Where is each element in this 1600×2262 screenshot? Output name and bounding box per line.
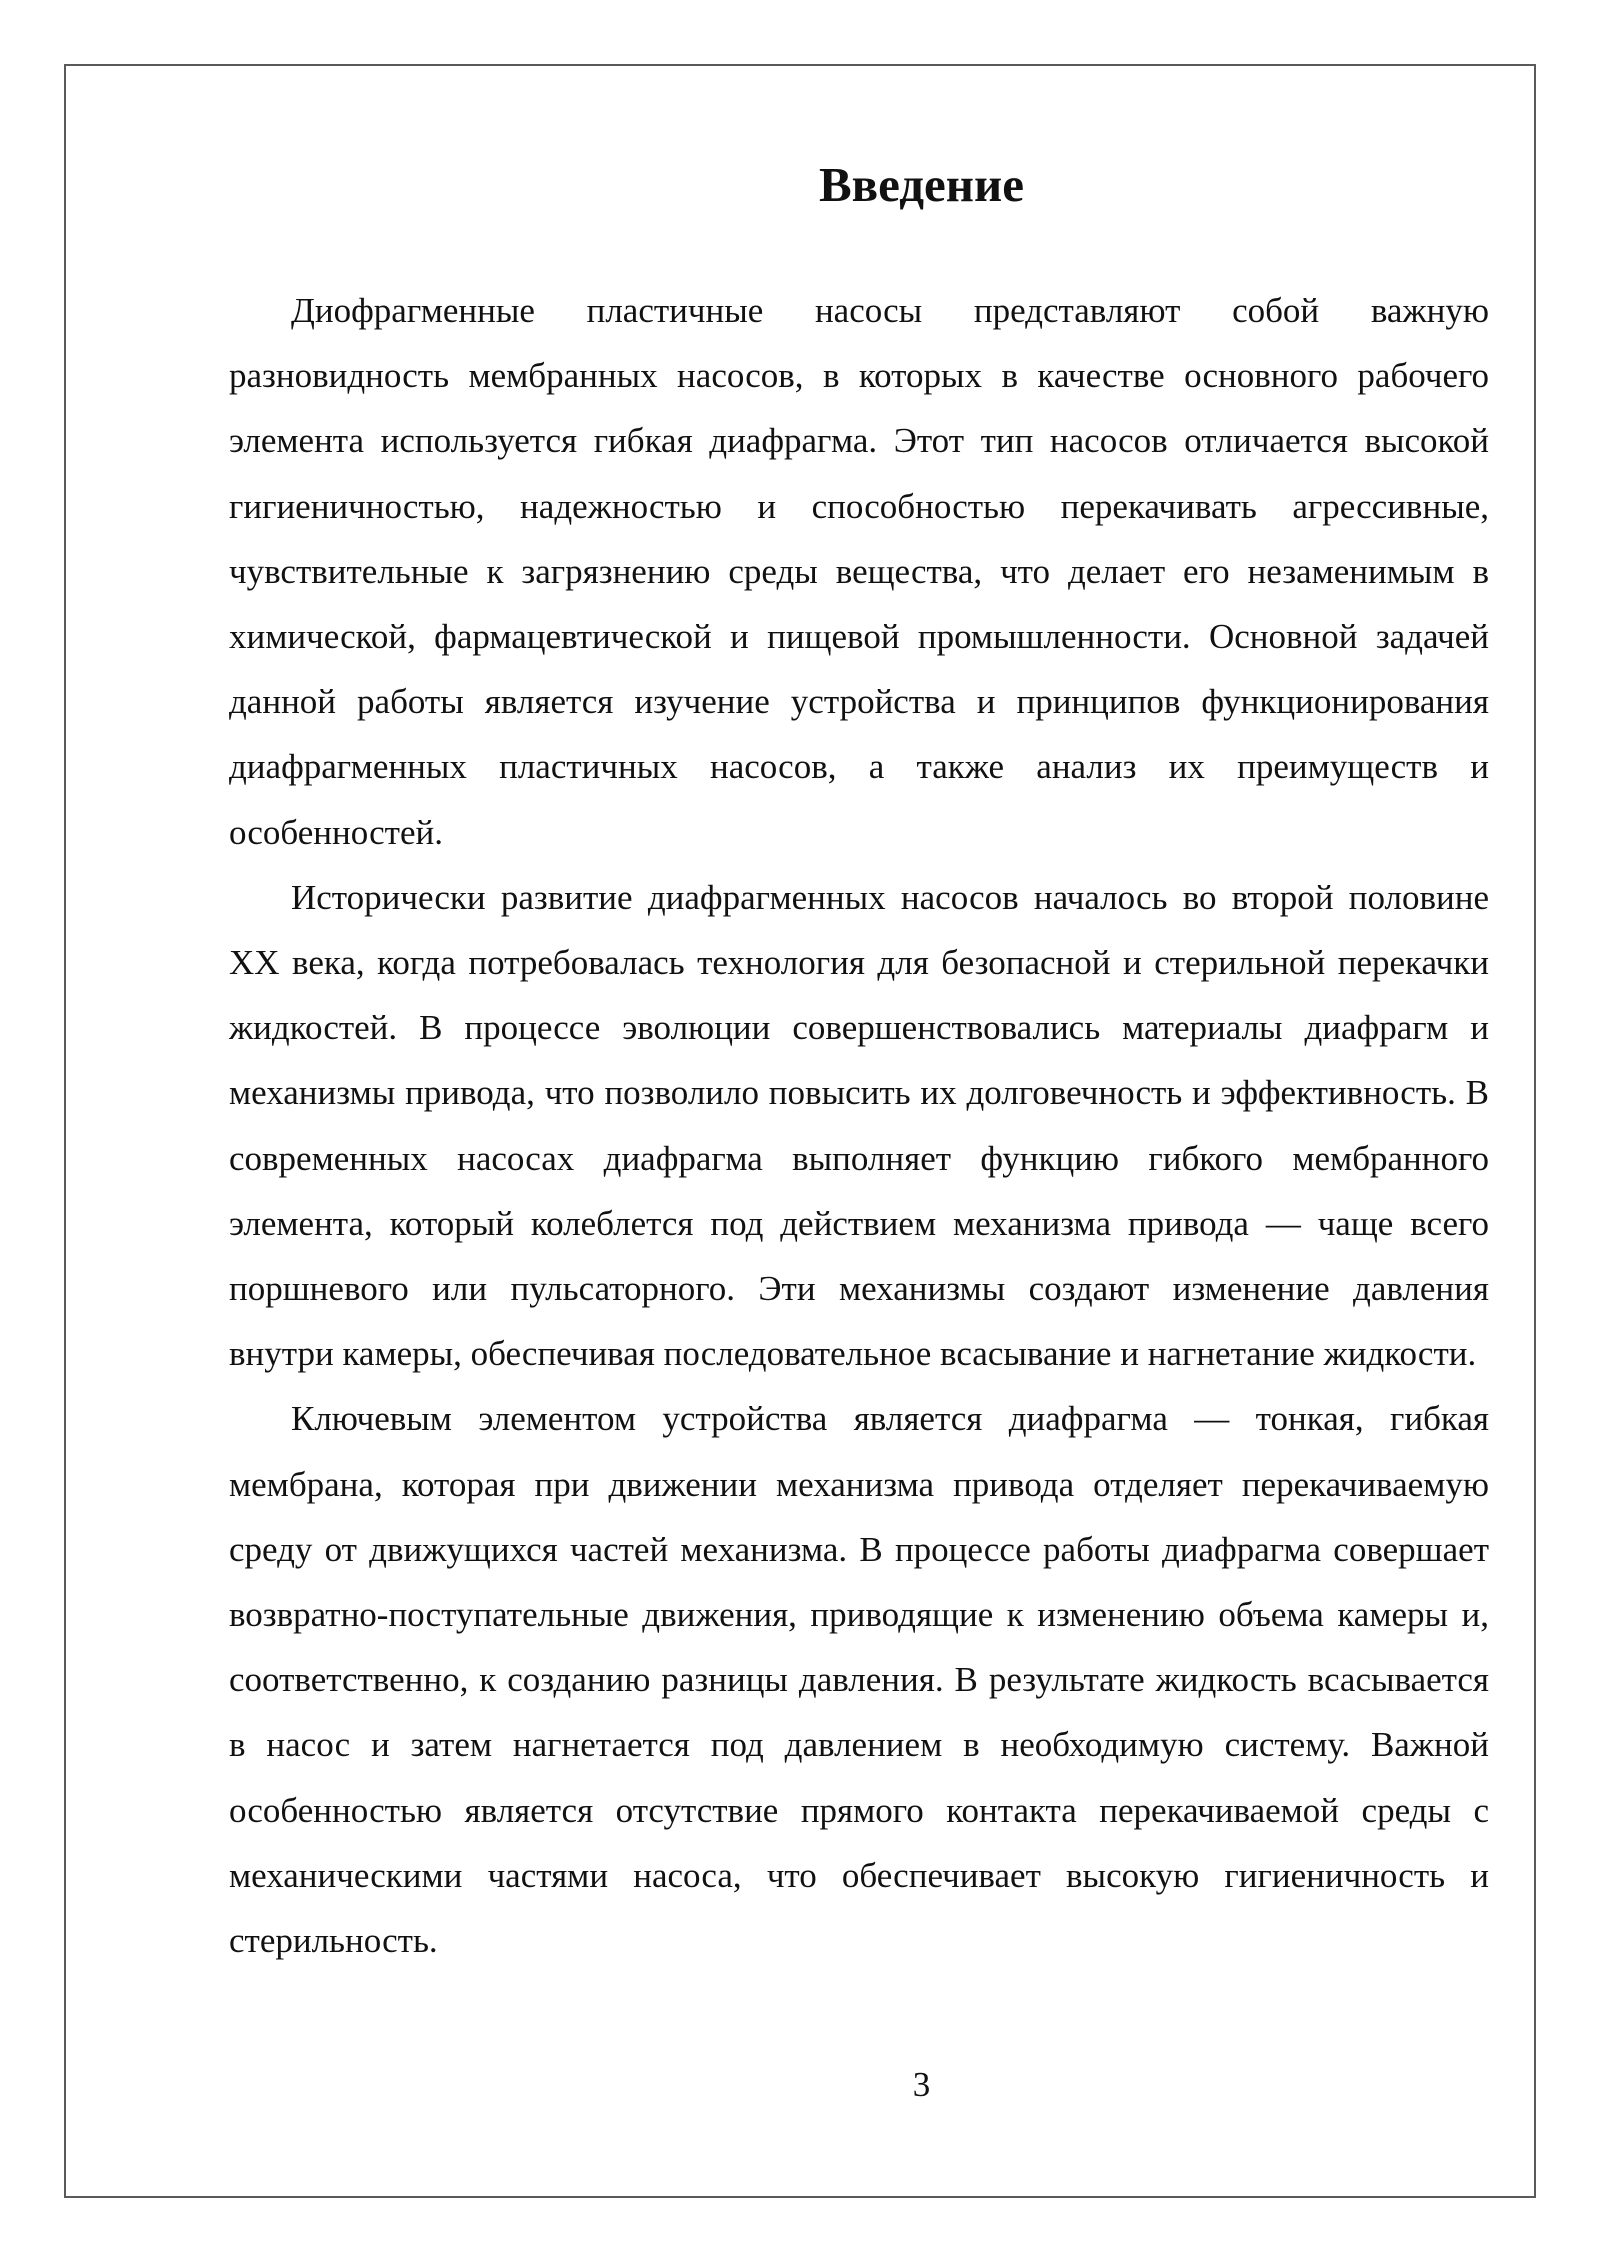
paragraph-1: Диофрагменные пластичные насосы представляют собой важную разновидность мембранных насосов, в которых в качестве основного рабочего элемента используется гибкая диафрагма. Этот тип насосов отличается высокой гигиеничностью, надежностью и способностью перекачивать агрессивные, чувствительные к загрязнению среды вещества, что делает его незаменимым в химической, фармацевтической и пищевой промышленности. Основной задачей данной работы является изучение устройства и принципов функционирования диафрагменных пластичных насосов, а также анализ их преимуществ и особенностей. [229, 291, 1489, 852]
body-text [229, 278, 1489, 1973]
paragraph-2: Исторически развитие диафрагменных насосов началось во второй половине XX века, когда потребовалась технология для безопасной и стерильной перекачки жидкостей. В процессе эволюции совершенствовались материалы диафрагм и механизмы привода, что позволило повысить их долговечность и эффективность. В современных насосах диафрагма выполняет функцию гибкого мембранного элемента, который колеблется под действием механизма привода — чаще всего поршневого или пульсаторного. Эти механизмы создают изменение давления внутри камеры, обеспечивая последовательное всасывание и нагнетание жидкости. [229, 877, 1489, 1374]
page-number: 3 [912, 2065, 931, 2104]
page-title: Введение [819, 157, 1024, 212]
paragraph-3: Ключевым элементом устройства является диафрагма — тонкая, гибкая мембрана, которая при движении механизма привода отделяет перекачиваемую среду от движущихся частей механизма. В процессе работы диафрагма совершает возвратно-поступательные движения, приводящие к изменению объема камеры и, соответственно, к созданию разницы давления. В результате жидкость всасывается в насос и затем нагнетается под давлением в необходимую систему. Важной особенностью является отсутствие прямого контакта перекачиваемой среды с механическими частями насоса, что обеспечивает высокую гигиеничность и стерильность. [229, 1399, 1489, 1961]
page-content [229, 140, 1489, 1973]
